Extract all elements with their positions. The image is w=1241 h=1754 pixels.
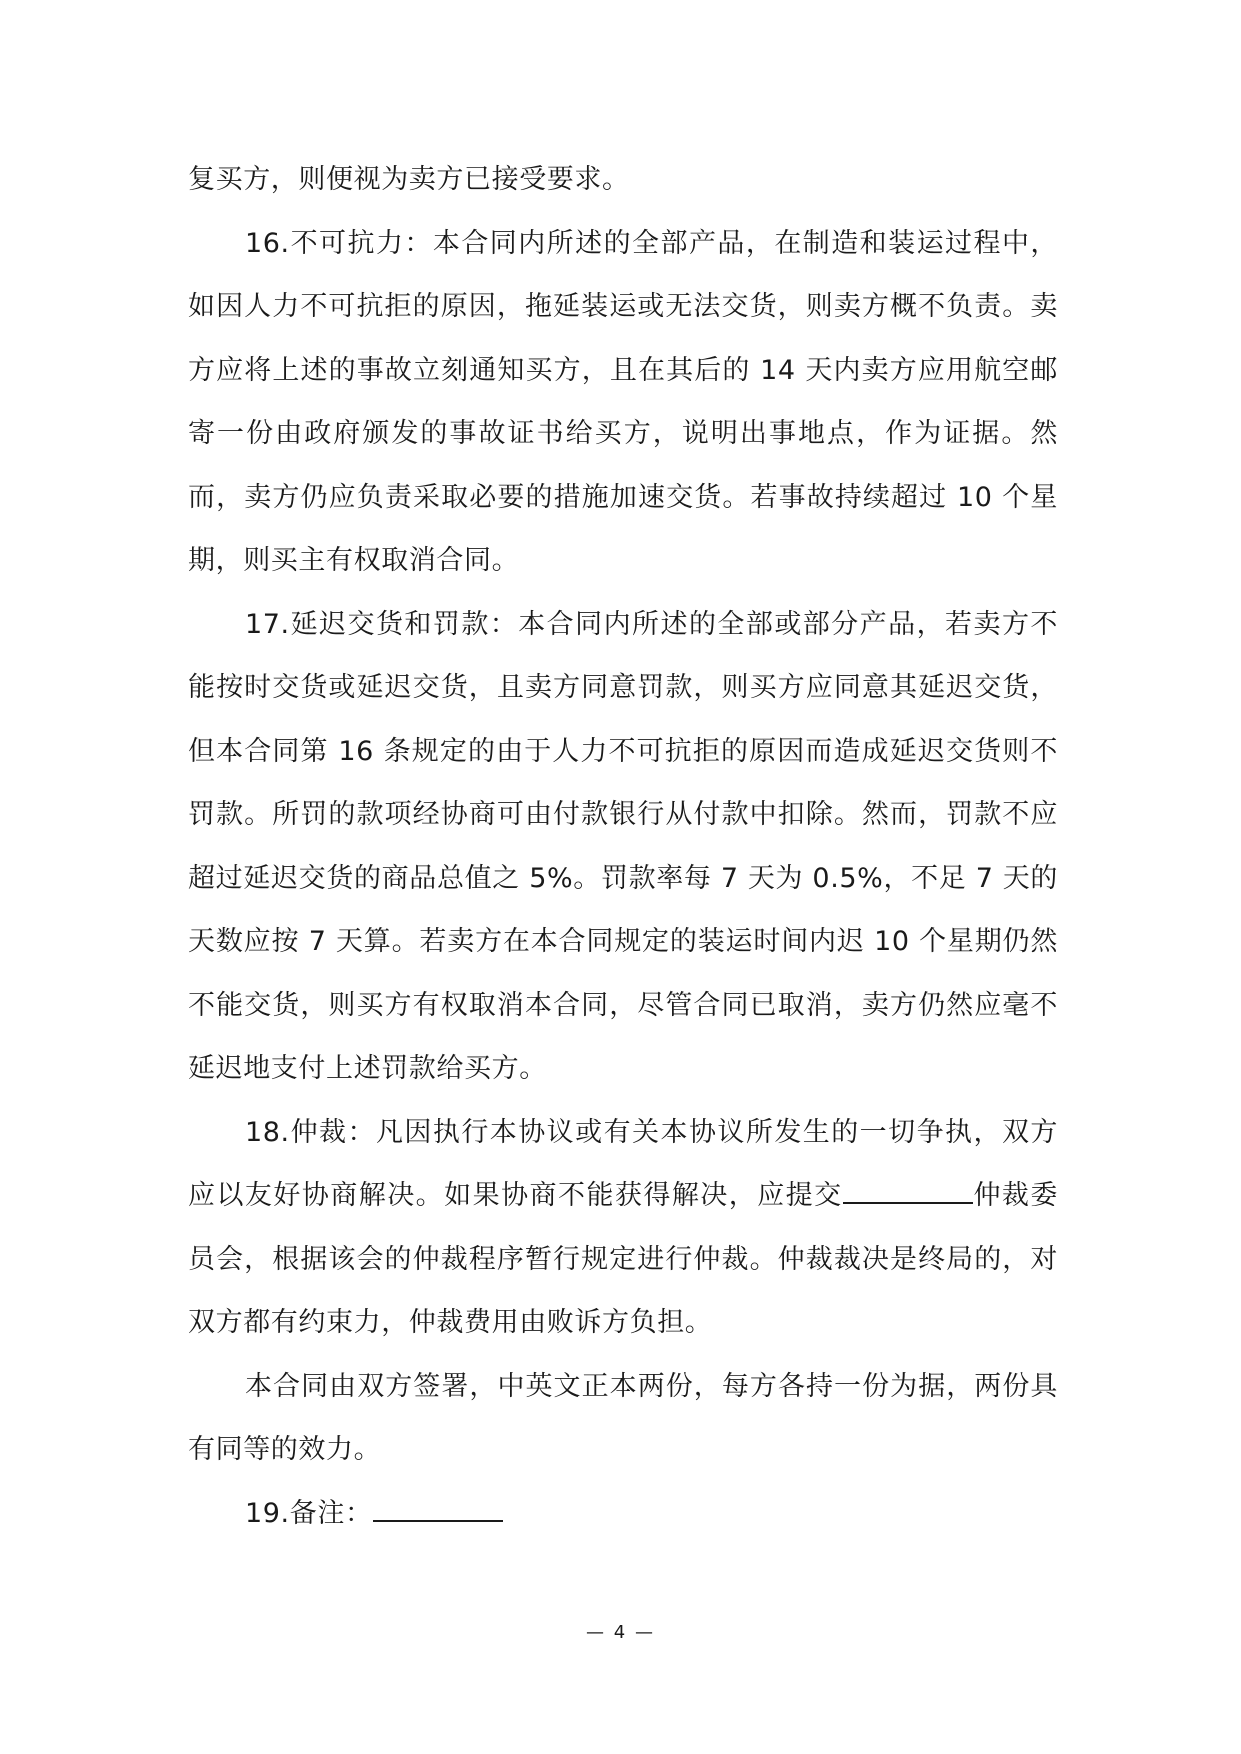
remarks-blank	[373, 1490, 503, 1522]
arbitration-text-after: 仲裁委员会，根据该会的仲裁程序暂行规定进行仲裁。仲裁裁决是终局的，对双方都有约束力，仲裁费用由败诉方负担。	[188, 1180, 1058, 1338]
arbitration-commission-blank	[843, 1172, 973, 1204]
paragraph-late-delivery-penalty: 17.延迟交货和罚款：本合同内所述的全部或部分产品，若卖方不能按时交货或延迟交货，且卖方同意罚款，则买方应同意其延迟交货，但本合同第 16 条规定的由于人力不可抗拒的原因而造成延迟交货则不罚款。所罚的款项经协商可由付款银行从付款中扣除。然而，罚款不应超过延迟交货的商品总值之 5%。罚款率每 7 天为 0.5%，不足 7 天的天数应按 7 天算。若卖方在本合同规定的装运时间内迟 10 个星期仍然不能交货，则买方有权取消本合同，尽管合同已取消，卖方仍然应毫不延迟地支付上述罚款给买方。	[188, 608, 1058, 1084]
remarks-label: 19.备注：	[245, 1497, 373, 1529]
page-number: — 4 —	[586, 1622, 655, 1643]
paragraph-force-majeure: 16.不可抗力：本合同内所述的全部产品，在制造和装运过程中，如因人力不可抗拒的原因，拖延装运或无法交货，则卖方概不负责。卖方应将上述的事故立刻通知买方，且在其后的 14 天内卖方应用航空邮寄一份由政府颁发的事故证书给买方，说明出事地点，作为证据。然而，卖方仍应负责采取必要的措施加速交货。若事故持续超过 10 个星期，则买主有权取消合同。	[188, 227, 1058, 576]
document-body	[188, 148, 1058, 1545]
paragraph-signing: 本合同由双方签署，中英文正本两份，每方各持一份为据，两份具有同等的效力。	[188, 1370, 1058, 1465]
arbitration-text-before: 18.仲裁：凡因执行本协议或有关本协议所发生的一切争执，双方应以友好协商解决。如果协商不能获得解决，应提交	[188, 1116, 1058, 1211]
paragraph-arbitration	[188, 1101, 1058, 1355]
paragraph-remarks	[188, 1482, 1058, 1546]
paragraph-continuation: 复买方，则便视为卖方已接受要求。	[188, 164, 630, 195]
